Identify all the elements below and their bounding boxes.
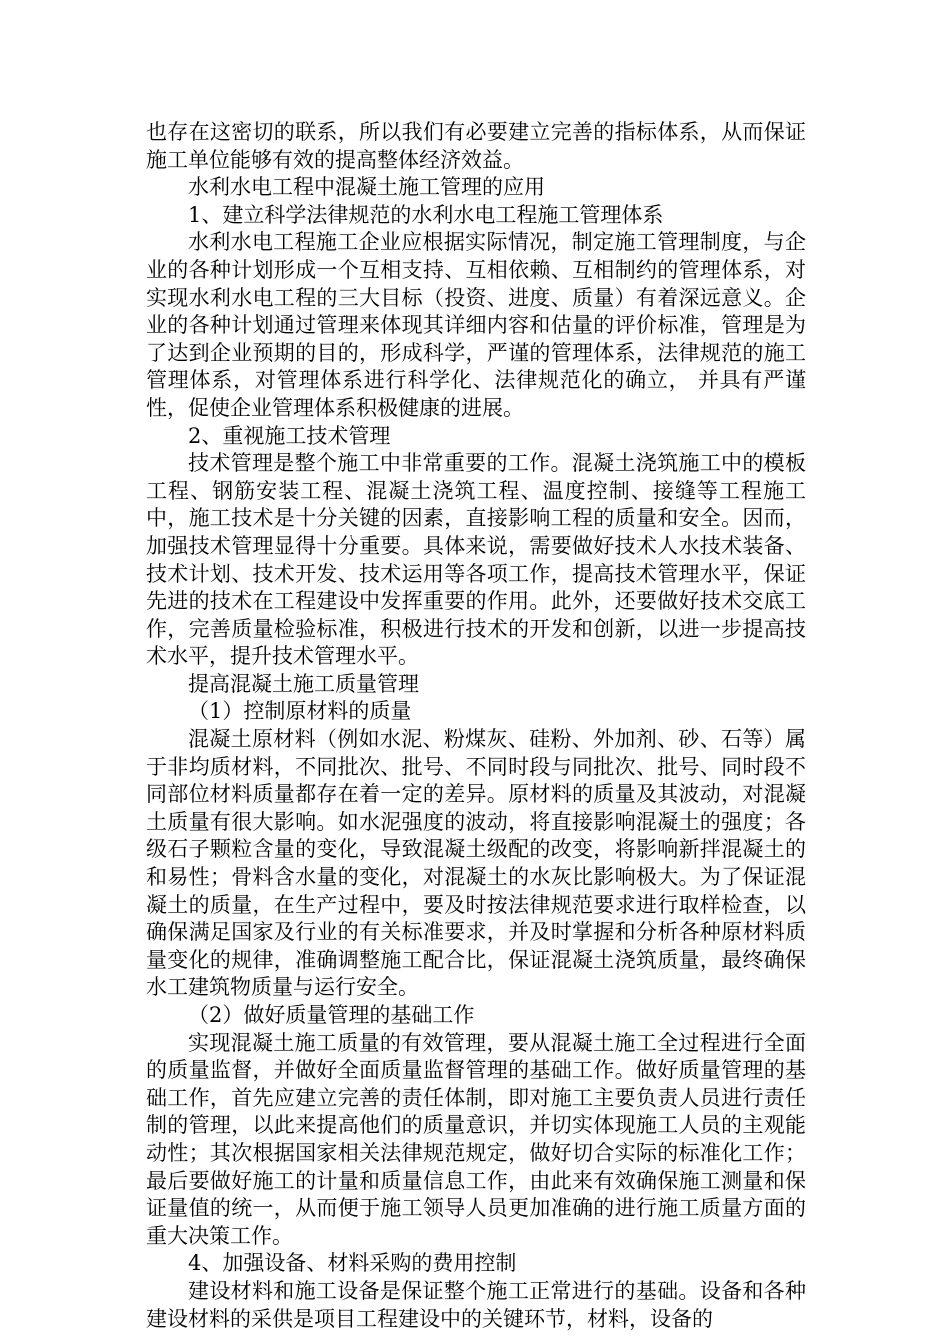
paragraph-technical-management: 技术管理是整个施工中非常重要的工作。混凝土浇筑施工中的模板工程、钢筋安装工程、混凝土浇筑工程、温度控制、接缝等工程施工中，施工技术是十分关键的因素，直接影响工程的质量和安全。因而，加强技术管理显得十分重要。具体来说，需要做好技术人水技术装备、技术计划、技术开发、技术运用等各项工作，提高技术管理水平，保证先进的技术在工程建设中发挥重要的作用。此外，还要做好技术交底工作，完善质量检验标准，积极进行技术的开发和创新，以进一步提高技术水平，提升技术管理水平。	[146, 451, 806, 669]
subheading-cost-control: 4、加强设备、材料采购的费用控制	[188, 1251, 517, 1276]
paragraph-management-system: 水利水电工程施工企业应根据实际情况，制定施工管理制度，与企业的各种计划形成一个互相支持、互相依赖、互相制约的管理体系，对实现水利水电工程的三大目标（投资、进度、质量）有着深远意义。企业的各种计划通过管理来体现其详细内容和估量的评价标准，管理是为了达到企业预期的目的，形成科学，严谨的管理体系，法律规范的施工管理体系，对管理体系进行科学化、法律规范化的确立， 并具有严谨性，促使企业管理体系积极健康的进展。	[146, 230, 806, 420]
section-heading-quality: 提高混凝土施工质量管理	[188, 671, 419, 696]
subheading-raw-materials: （1）控制原材料的质量	[188, 699, 412, 724]
subheading-technical-management: 2、重视施工技术管理	[188, 423, 391, 448]
subheading-management-system: 1、建立科学法律规范的水利水电工程施工管理体系	[188, 202, 664, 227]
paragraph-cost-control: 建设材料和施工设备是保证整个施工正常进行的基础。设备和各种建设材料的采供是项目工程建设中的关键环节，材料，设备的	[146, 1278, 806, 1331]
paragraph-quality-basics: 实现混凝土施工质量的有效管理，要从混凝土施工全过程进行全面的质量监督，并做好全面质量监督管理的基础工作。做好质量管理的基础工作，首先应建立完善的责任体制，即对施工主要负责人员进行责任制的管理，以此来提高他们的质量意识，并切实体现施工人员的主观能动性；其次根据国家相关法律规范规定，做好切合实际的标准化工作；最后要做好施工的计量和质量信息工作，由此来有效确保施工测量和保证量值的统一，从而便于施工领导人员更加准确的进行施工质量方面的重大决策工作。	[146, 1030, 806, 1248]
subheading-quality-basics: （2）做好质量管理的基础工作	[188, 1003, 475, 1027]
paragraph-continuation: 也存在这密切的联系，所以我们有必要建立完善的指标体系，从而保证施工单位能够有效的提高整体经济效益。	[146, 120, 806, 172]
document-body	[146, 119, 806, 1333]
section-heading-application: 水利水电工程中混凝土施工管理的应用	[188, 175, 545, 200]
paragraph-raw-materials: 混凝土原材料（例如水泥、粉煤灰、硅粉、外加剂、砂、石等）属于非均质材料，不同批次、批号、不同时段与同批次、批号、同时段不同部位材料质量都存在着一定的差异。原材料的质量及其波动，对混凝土质量有很大影响。如水泥强度的波动，将直接影响混凝土的强度；各级石子颗粒含量的变化，导致混凝土级配的改变，将影响新拌混凝土的和易性；骨料含水量的变化，对混凝土的水灰比影响极大。为了保证混凝土的质量，在生产过程中，要及时按法律规范要求进行取样检查，以确保满足国家及行业的有关标准要求，并及时掌握和分析各种原材料质量变化的规律，准确调整施工配合比，保证混凝土浇筑质量，最终确保水工建筑物质量与运行安全。	[146, 727, 806, 1000]
